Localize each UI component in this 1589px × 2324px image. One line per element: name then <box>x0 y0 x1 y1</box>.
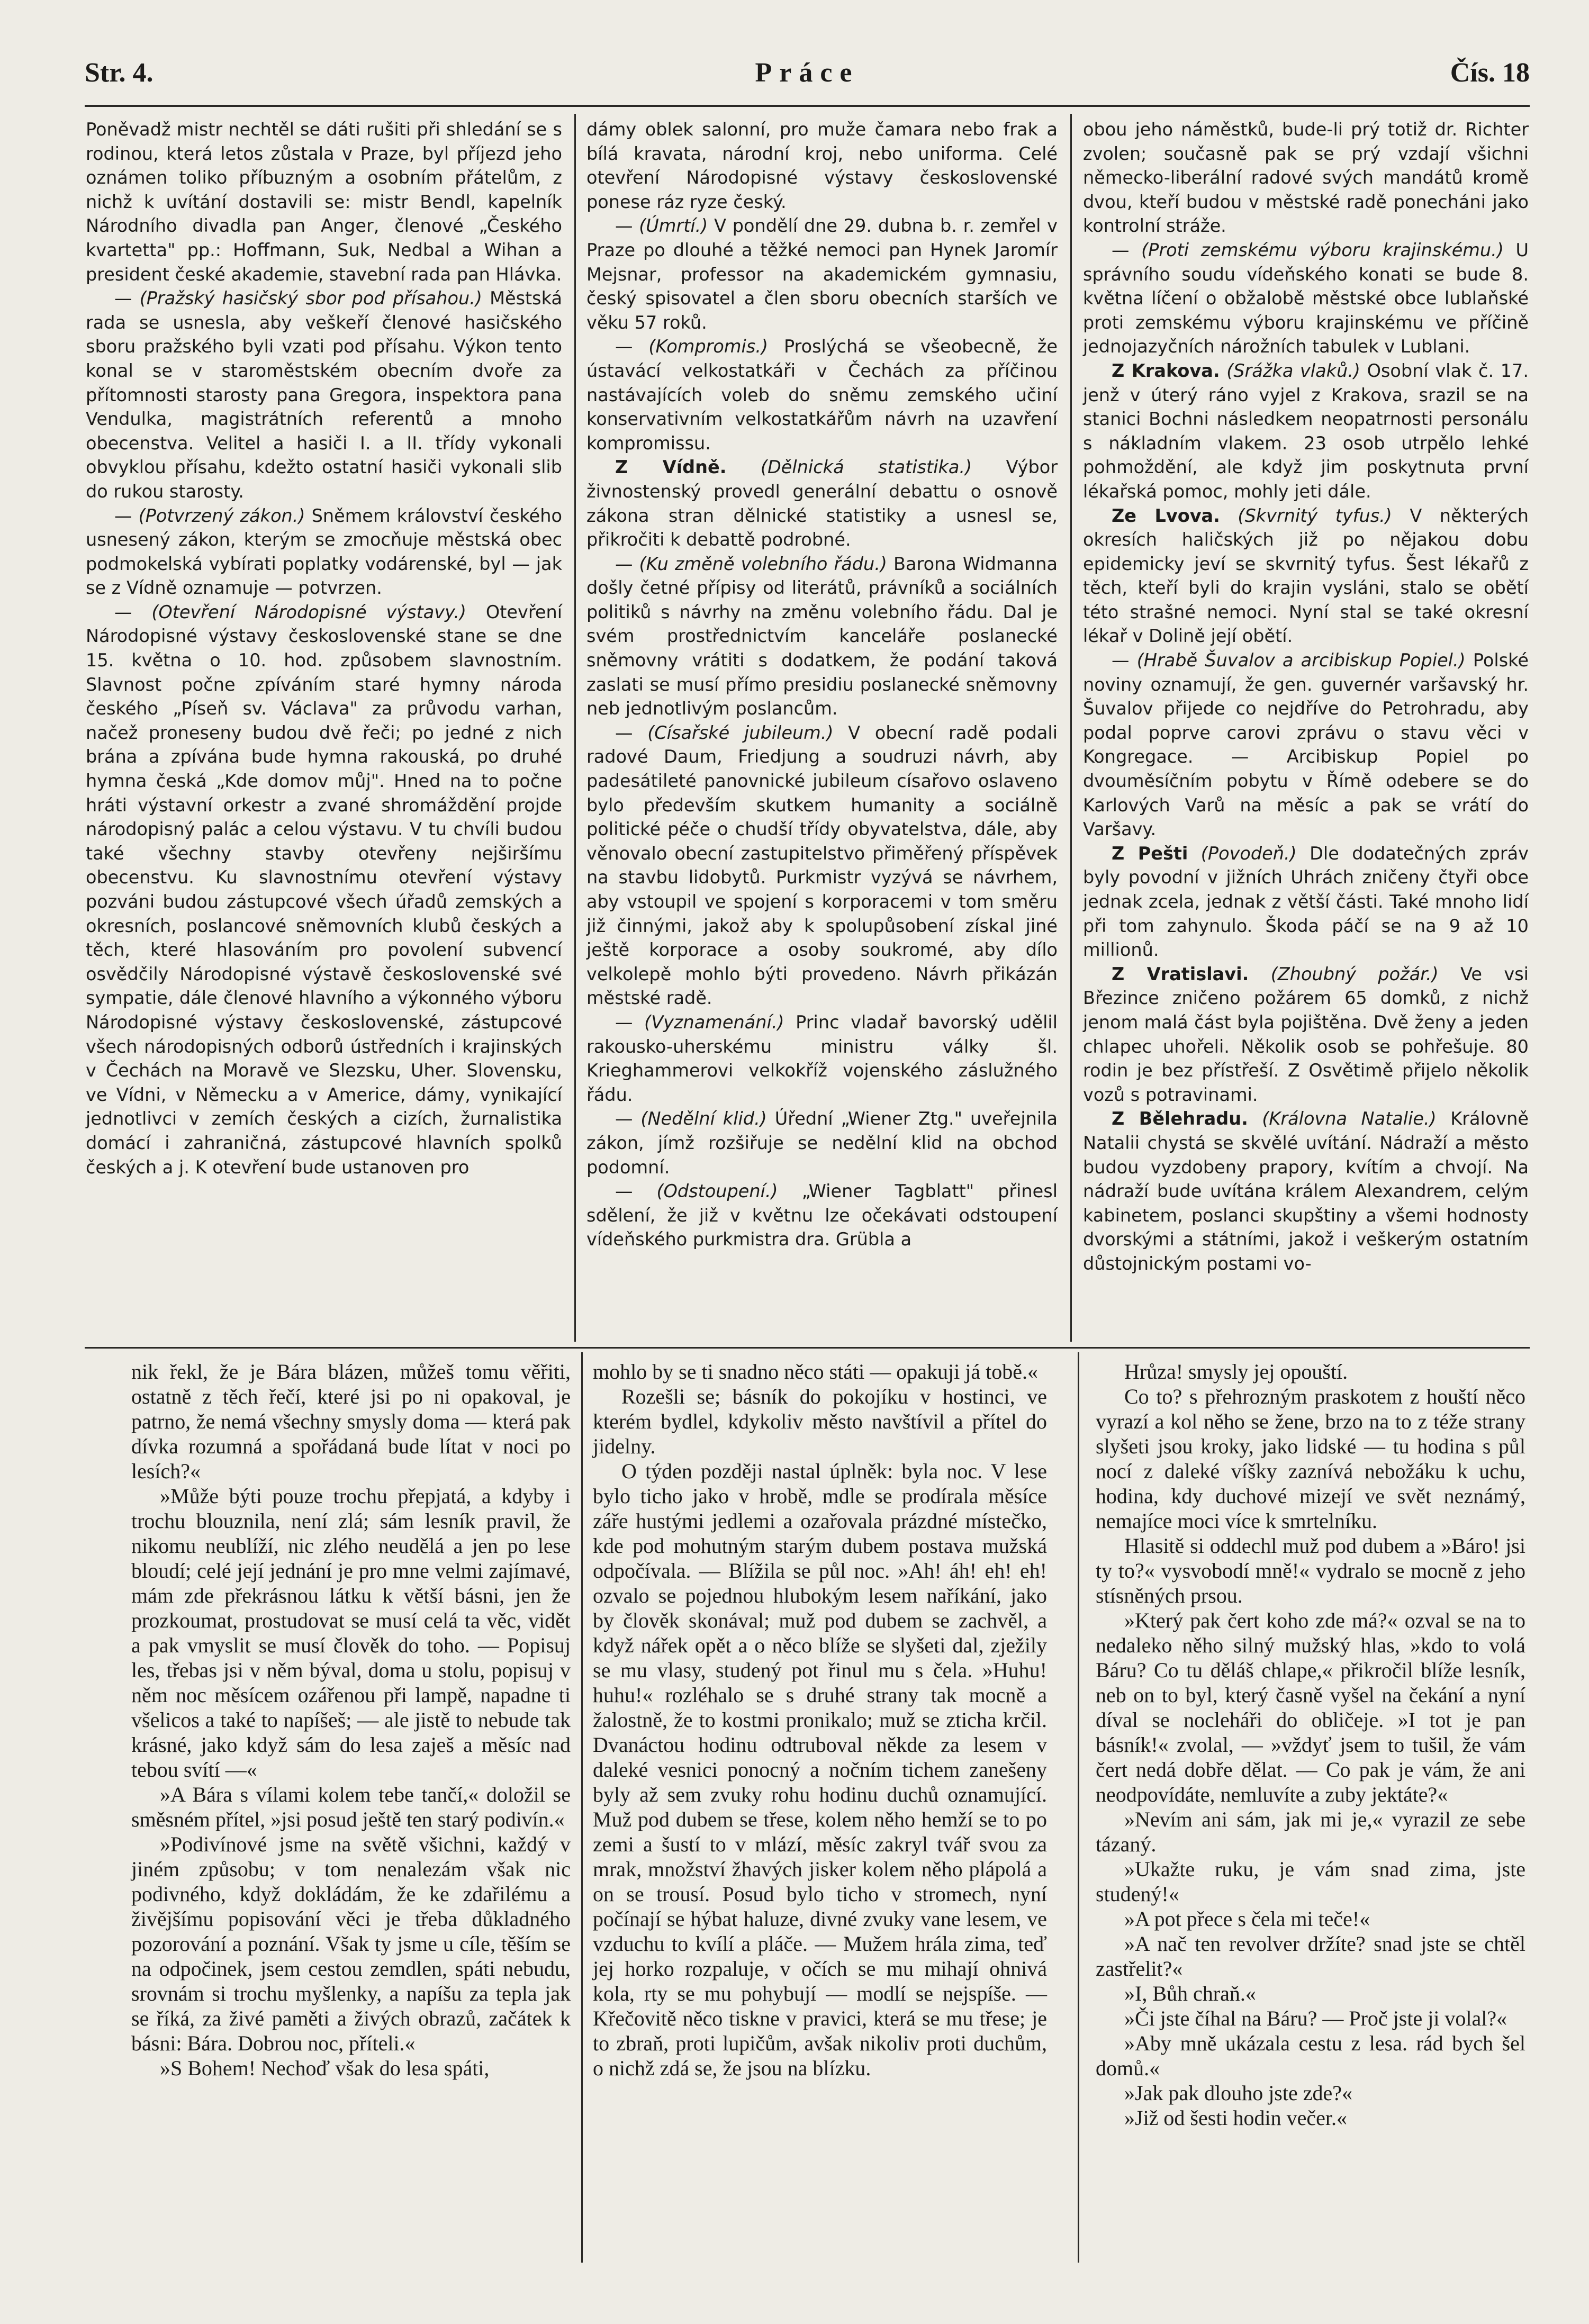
story-paragraph: »Jak pak dlouho jste zde?« <box>1124 2081 1352 2105</box>
news-item-text: Poněvadž mistr nechtěl se dáti rušiti při shledání se s rodinou, která letos zůstala v Praze, byl příjezd jeho oznámen toliko příbuzným a osobním přátelům, z nichž k uvítání dostavili se: mistr Bendl, kapelník Národního divadla pan Anger, členové „Českého kvartetta" pp.: Hoffmann, Suk, Nedbal a Wihan a president české akademie, stavební rada pan Hlávka. <box>86 119 562 285</box>
column-divider-2 <box>1070 114 1072 1342</box>
story-paragraph: nik řekl, že je Bára blázen, můžeš tomu věřiti, ostatně z těch řečí, které jsi po ni opakoval, je patrno, že nemá všechny smysly doma — která pak dívka rozumná a spořádaná bude lítat v noci po lesích?« <box>131 1360 571 1483</box>
news-item-text: Polské noviny oznamují, že gen. guvernér varšavský hr. Šuvalov přijede co nejdříve do Petrohradu, aby podal poprve carovi zprávu o stavu věci v Kongregace. — Arcibiskup Popiel po dvouměsíčním pobytu v Římě odebere se do Karlových Varů na měsíc a pak se vrátí do Varšavy. <box>1083 650 1529 840</box>
news-item-text: Úřední „Wiener Ztg." uveřejnila zákon, jímž rozšiřuje se nedělní klid na obchod podomní. <box>586 1108 1058 1178</box>
story-paragraph: »Již od šesti hodin večer.« <box>1124 2106 1348 2130</box>
column-divider-1 <box>574 114 576 1342</box>
news-item <box>1083 962 1529 1107</box>
story-paragraph: »Aby mně ukázala cestu z lesa. rád bych šel domů.« <box>1096 2031 1525 2080</box>
news-item-text: „Wiener Tagblatt" přinesl sdělení, že již v květnu lze očekávati odstoupení vídeňského purkmistra dra. Grübla a <box>586 1181 1058 1250</box>
news-item: — (Nedělní klid.) Úřední „Wiener Ztg." uveřejnila zákon, jímž rozšiřuje se nedělní klid na obchod podomní. <box>586 1108 1058 1178</box>
header-rule <box>85 105 1530 107</box>
news-item-text: Princ vladař bavorský udělil rakousko-uherskému ministru války šl. Krieghammerovi velkokříž vojenského záslužného řádu. <box>586 1011 1058 1105</box>
news-item-text: V některých okresích haličských již po nějakou dobu epidemicky jeví se skvrnitý tyfus. Šest lékařů z těch, kteří byli do krajin vysláni, stalo se obětí této strašné nemoci. Nyní stal se také okresní lékař v Dolině její obětí. <box>1083 505 1529 647</box>
story-paragraph: »A pot přece s čela mi teče!« <box>1124 1907 1370 1931</box>
news-item-title: (Potvrzený zákon.) <box>138 505 305 526</box>
news-item-title: (Skvrnitý tyfus.) <box>1238 505 1392 526</box>
news-item <box>586 455 1058 551</box>
column-divider-4 <box>1078 1352 1079 2263</box>
place-heading: Ze Lvova. <box>1112 505 1220 526</box>
news-item-text: Osobní vlak č. 17. jenž v úterý ráno vyjel z Krakova, srazil se na stanici Bochni následkem neopatrnosti personálu s nákladním vlakem. 23 osob utrpělo lehké pohmoždění, ale když jim poskytnuta první lékařská pomoc, mohly jeti dále. <box>1083 360 1529 502</box>
news-item-text: Otevření Národopisné výstavy československé stane se dne 15. května o 10. hod. způsobem slavnostním. Slavnost počne zpíváním staré hymny národa českého „Píseň sv. Václava" za průvodu varhan, načež proneseny budou dvě řeči; po jedné z nich brána a zpívána bude hymna rakouská, po druhé hymna česká „Kde domov můj". Hned na to počne hráti výstavní orkestr a zvané shromáždění projde národopisný palác a celou výstavu. V tu chvíli budou také všechny stavby otevřeny nejširšímu obecenstvu. Ku slavnostnímu otevření výstavy pozváni budou zástupcové všech úřadů zemských a okresních, poslancové sněmovních klubů českých a těch, které hlasováním pro povolení subvencí osvědčily Národopisné výstavě československé své sympatie, dále členové hlavního a výkonného výboru Národopisné výstavy československé, zástupcové všech národopisných odborů ústředních i krajinských v Čechách na Moravě ve Slezsku, Uher. Slovensku, ve Vídni, v Německu a v Americe, dámy, vynikající jednotlivci v zemích českých a cizích, žurnalistika domácí i zahraničná, zástupcové hlavních spolků českých a j. K otevření bude ustanoven pro <box>86 601 563 1178</box>
issue-number: Čís. 18 <box>1450 58 1530 88</box>
news-item-text: dámy oblek salonní, pro muže čamara nebo frak a bílá kravata, národní kroj, nebo uniforma. Celé otevření Národopisné výstavy československé ponese ráz ryze český. <box>586 119 1058 212</box>
news-item: — (Pražský hasičský sbor pod přísahou.) Městská rada se usnesla, aby veškeří členové hasičského sboru pražského byli vzati pod přísahu. Výkon tento konal se v staroměstském obecním dvoře za přítomnosti starosty pana Gregora, inspektora pana Vendulka, magistrátních referentů a mnoho obecenstva. Velitel a hasiči I. a II. třídy vykonali obvyklou přísahu, kdežto ostatní hasiči vykonali slib do rukou starosty. <box>86 288 562 502</box>
news-item <box>1083 359 1529 504</box>
news-item-text: Sněmem království českého usnesený zákon, kterým se zmocňuje městská obec podmokelská vybírati poplatky vodárenské, byl — jak se z Vídně oznamuje — potvrzen. <box>86 505 563 599</box>
story-paragraph: »I, Bůh chraň.« <box>1124 1982 1256 2005</box>
column-divider-3 <box>581 1352 583 2263</box>
news-item: — (Potvrzený zákon.) Sněmem království českého usnesený zákon, kterým se zmocňuje městská obec podmokelská vybírati poplatky vodárenské, byl — jak se z Vídně oznamuje — potvrzen. <box>86 505 563 599</box>
news-item <box>1083 842 1529 962</box>
news-item-text: Výbor živnostenský provedl generální debattu o osnově zákona stran dělnické statistiky a usnesl se, přikročiti k debattě podrobné. <box>586 457 1058 550</box>
news-item-title: (Ku změně volebního řádu.) <box>639 553 887 574</box>
feuilleton-separator <box>85 1347 1530 1349</box>
page-number: Str. 4. <box>85 58 154 88</box>
feuilleton-column-3 <box>1096 1359 1525 2130</box>
news-item-text: Královně Natalii chystá se skvělé uvítání. Nádraží a město budou vyzdobeny prapory, kvítím a chvojí. Na nádraží bude uvítána králem Alexandrem, celým kabinetem, poslanci skupštiny a všemi hodnosty dvorskými a státními, jakož i veškerým ostatním důstojnickým postami vo- <box>1083 1108 1529 1274</box>
news-item: — (Proti zemskému výboru krajinskému.) U správního soudu vídeňského konati se bude 8. května líčení o obžalobě městské obce lublaňské proti zemskému výboru krajinskému ve příčině jednojazyčních nárožních tabulek v Lublani. <box>1083 239 1529 357</box>
news-item-text: V pondělí dne 29. dubna b. r. zemřel v Praze po dlouhé a těžké nemoci pan Hynek Jaromír Mejsnar, professor na akademickém gymnasiu, český spisovatel a člen sboru obecních starších ve věku 57 roků. <box>586 215 1058 333</box>
news-item: — (Ku změně volebního řádu.) Barona Widmanna došly četné přípisy od literátů, právníků a sociálních politiků s návrhy na změnu volebního řádu. Dal je svém prostřednictvím kanceláře poslanecké sněmovny vrátiti s dodatkem, že podání taková zaslati se musí přímo presidiu poslanecké sněmovny neb jednotlivým poslancům. <box>586 553 1058 719</box>
news-item <box>86 117 562 286</box>
news-item-title: (Povodeň.) <box>1200 843 1297 864</box>
news-column-3 <box>1083 117 1529 1276</box>
place-heading: Z Bělehradu. <box>1112 1108 1248 1129</box>
news-item-title: (Dělnická statistika.) <box>760 457 972 478</box>
news-item-title: (Nedělní klid.) <box>640 1108 767 1129</box>
news-item: — (Otevření Národopisné výstavy.) Otevření Národopisné výstavy československé stane se dne 15. května o 10. hod. způsobem slavnostním. Slavnost počne zpíváním staré hymny národa českého „Píseň sv. Václava" za průvodu varhan, načež proneseny budou dvě řeči; po jedné z nich brána a zpívána bude hymna rakouská, po druhé hymna česká „Kde domov můj". Hned na to počne hráti výstavní orkestr a zvané shromáždění projde národopisný palác a celou výstavu. V tu chvíli budou také všechny stavby otevřeny nejširšímu obecenstvu. Ku slavnostnímu otevření výstavy pozváni budou zástupcové všech úřadů zemských a okresních, poslancové sněmovních klubů českých a těch, které hlasováním pro povolení subvencí osvědčily Národopisné výstavě československé své sympatie, dále členové hlavního a výkonného výboru Národopisné výstavy československé, zástupcové všech národopisných odborů ústředních i krajinských v Čechách na Moravě ve Slezsku, Uher. Slovensku, ve Vídni, v Německu a v Americe, dámy, vynikající jednotlivci v zemích českých a cizích, žurnalistika domácí i zahraničná, zástupcové hlavních spolků českých a j. K otevření bude ustanoven pro <box>86 601 563 1178</box>
news-item-title: (Odstoupení.) <box>656 1181 778 1202</box>
story-paragraph: »Který pak čert koho zde má?« ozval se na to nedaleko něho silný mužský hlas, »kdo to volá Báru? Co tu děláš chlape,« přikročil blíže lesník, neb on to byl, který časně vyšel na čekání a nyní díval se nocleháři do obličeje. »I tot je pan básník!« zvolal, — »vždyť jsem to tušil, že vám čert nedá dobře dělat. — Co pak je vám, že ani neodpovídáte, nemluvíte a zuby jektáte?« <box>1096 1608 1525 1806</box>
place-heading: Z Pešti <box>1112 843 1188 864</box>
news-item: — (Císařské jubileum.) V obecní radě podali radové Daum, Friedjung a soudruzi návrh, aby padesátileté panovnické jubileum císařovo oslaveno bylo především skutkem humanity a sociálně politické péče o chudší třídy obyvatelstva, dále, aby věnovalo obecní zastupitelstvo přiměřený příspěvek na stavbu lidobytů. Purkmistr vyzývá se návrhem, aby vstoupil ve spojení s korporacemi v tom směru již činnými, jakož aby k spolupůsobení získal jiné ještě korporace a osoby soukromé, aby dílo velkolepě mohlo býti provedeno. Návrh přikázán městské radě. <box>586 722 1058 1009</box>
newspaper-title: Práce <box>755 58 860 88</box>
story-paragraph: »A nač ten revolver držíte? snad jste se chtěl zastřelit?« <box>1096 1932 1525 1981</box>
news-item-title: (Pražský hasičský sbor pod přísahou.) <box>139 288 482 309</box>
news-item-text: Barona Widmanna došly četné přípisy od literátů, právníků a sociálních politiků s návrhy na změnu volebního řádu. Dal je svém prostřednictvím kanceláře poslanecké sněmovny vrátiti s dodatkem, že podání taková zaslati se musí přímo presidiu poslanecké sněmovny neb jednotlivým poslancům. <box>586 553 1058 719</box>
news-item-text: V obecní radě podali radové Daum, Friedjung a soudruzi návrh, aby padesátileté panovnické jubileum císařovo oslaveno bylo především skutkem humanity a sociálně politické péče o chudší třídy obyvatelstva, dále, aby věnovalo obecní zastupitelstvo přiměřený příspěvek na stavbu lidobytů. Purkmistr vyzývá se návrhem, aby vstoupil ve spojení s korporacemi v tom směru již činnými, jakož aby k spolupůsobení získal jiné ještě korporace a osoby soukromé, aby dílo velkolepě mohlo býti provedeno. Návrh přikázán městské radě. <box>586 722 1058 1009</box>
news-item-title: (Proti zemskému výboru krajinskému.) <box>1141 239 1504 260</box>
news-item: — (Kompromis.) Proslýchá se všeobecně, že ústavácí velkostatkáři v Čechách za příčinou nastávajících voleb do sněmu zemského učiní konservativním velkostatkářům návrh na uzavření kompromissu. <box>586 336 1058 454</box>
news-item-title: (Úmrtí.) <box>639 215 708 237</box>
news-column-2 <box>586 117 1058 1252</box>
story-paragraph: »Ukažte ruku, je vám snad zima, jste studený!« <box>1096 1857 1525 1906</box>
story-paragraph: Co to? s přehrozným praskotem z houští něco vyrazí a kol něho se žene, brzo na to z téže strany slyšeti jsou kroky, jako lidské — tu hodina s půl nocí z daleké víšky zaznívá nebožáku k uchu, hodina, kdy duchové mizejí ve svět neznámý, nemajíce moci více k smrtelníku. <box>1096 1385 1525 1533</box>
place-heading: Z Vídně. <box>615 457 727 478</box>
news-item-text: Dle dodatečných zpráv byly povodní v jižních Uhrách zničeny čtyři obce jednak zcela, jednak z větší části. Také mnoho lidí při tom zahynulo. Škoda páčí se na 9 až 10 millionů. <box>1083 843 1529 961</box>
news-item: — (Vyznamenání.) Princ vladař bavorský udělil rakousko-uherskému ministru války šl. Krieghammerovi velkokříž vojenského záslužného řádu. <box>586 1011 1058 1105</box>
news-item-text: Ve vsi Březince zničeno požárem 65 domků, z nichž jenom malá část byla pojištěna. Dvě ženy a jeden chlapec uhořeli. Několik osob se pohřešuje. 80 rodin je bez přístřeší. Z Osvětimě přijelo několik vozů s potravinami. <box>1083 963 1529 1105</box>
news-item-text: obou jeho náměstků, bude-li prý totiž dr. Richter zvolen; současně pak se prý vzdají všichni německo-liberální radové svých mandátů kromě dvou, kteří budou v městské radě ponecháni jako kontrolní stráže. <box>1083 119 1529 237</box>
story-paragraph: mohlo by se ti snadno něco státi — opakuji já tobě.« <box>593 1360 1038 1383</box>
news-item: — (Odstoupení.) „Wiener Tagblatt" přinesl sdělení, že již v květnu lze očekávati odstoupení vídeňského purkmistra dra. Grübla a <box>586 1181 1058 1250</box>
news-item-title: (Srážka vlaků.) <box>1226 360 1360 381</box>
story-paragraph: O týden později nastal úplněk: byla noc. V lese bylo ticho jako v hrobě, mdle se prodírala měsíce záře hustými jedlemi a ozařovala prázdné místečko, kde pod mohutným starým dubem postava mužská odpočívala. — Blížila se půl noc. »Ah! áh! eh! eh! ozvalo se pojednou hlubokým lesem naříkání, jako by člověk skonával; muž pod dubem se zachvěl, a když nářek opět a o něco blíže se slyšeti dal, zježily se mu vlasy, studený pot řinul mu s čela. »Huhu! huhu!« rozléhalo se s druhé strany tak mocně a žalostně, že to kostmi pronikalo; muž se zticha krčil. Dvanáctou hodinu odtruboval někde za lesem v daleké vesnici ponocný a nočním tichem zanešeny byly až sem zvuky rohu hodinu duchů oznamující. Muž pod dubem se třese, kolem něho hemží se to po zemi a šustí to v mlází, měsíc zakryl tvář svou za mrak, množství žhavých jisker kolem něho plápolá a on se trousí. Posud bylo ticho v stromech, nyní počínají se hýbat haluze, divné zvuky vane lesem, ve vzduchu to kvílí a pláče. — Mužem hrála zima, teď jej horko rozpaluje, v očích se mu mihají ohnivá kola, rty se mu pohybují — modlí se nejspíše. — Křečovitě něco tiskne v pravici, která se mu třese; je to zbraň, proti lupičům, avšak nikoliv proti duchům, o nichž zdá se, že jsou na blízku. <box>593 1459 1047 2080</box>
news-item-text: U správního soudu vídeňského konati se bude 8. května líčení o obžalobě městské obce lublaňské proti zemskému výboru krajinskému ve příčině jednojazyčních nárožních tabulek v Lublani. <box>1083 239 1529 357</box>
news-item-title: (Hrabě Šuvalov a arcibiskup Popiel.) <box>1136 650 1466 671</box>
story-paragraph: »Nevím ani sám, jak mi je,« vyrazil ze sebe tázaný. <box>1096 1807 1525 1856</box>
story-paragraph: Rozešli se; básník do pokojíku v hostinci, ve kterém bydlel, kdykoliv město navštívil a přítel do jidelny. <box>593 1385 1047 1458</box>
news-item-title: (Kompromis.) <box>648 336 769 357</box>
story-paragraph: »S Bohem! Nechoď však do lesa spáti, <box>160 2056 490 2080</box>
news-item: — (Úmrtí.) V pondělí dne 29. dubna b. r. zemřel v Praze po dlouhé a těžké nemoci pan Hynek Jaromír Mejsnar, professor na akademickém gymnasiu, český spisovatel a člen sboru obecních starších ve věku 57 roků. <box>586 215 1058 333</box>
news-item: — (Hrabě Šuvalov a arcibiskup Popiel.) Polské noviny oznamují, že gen. guvernér varšavský hr. Šuvalov přijede co nejdříve do Petrohradu, aby podal poprve carovi zprávu o stavu věci v Kongregace. — Arcibiskup Popiel po dvouměsíčním pobytu v Římě odebere se do Karlových Varů na měsíc a pak se vrátí do Varšavy. <box>1083 650 1529 840</box>
story-paragraph: »A Bára s vílami kolem tebe tančí,« doložil se směsném přítel, »jsi posud ještě ten starý podivín.« <box>131 1783 571 1831</box>
news-item-title: (Otevření Národopisné výstavy.) <box>151 601 467 622</box>
news-item <box>1083 117 1529 238</box>
place-heading: Z Vratislavi. <box>1112 963 1249 984</box>
story-paragraph: »Či jste číhal na Báru? — Proč jste ji volal?« <box>1124 2006 1507 2030</box>
news-item-title: (Císařské jubileum.) <box>647 722 834 743</box>
news-item <box>1083 1107 1529 1276</box>
news-item <box>586 117 1058 214</box>
place-heading: Z Krakova. <box>1112 360 1220 381</box>
feuilleton-column-2 <box>593 1359 1047 2081</box>
news-item-title: (Královna Natalie.) <box>1262 1108 1437 1129</box>
news-item-title: (Vyznamenání.) <box>644 1011 784 1033</box>
story-paragraph: Hrůza! smysly jej opouští. <box>1124 1360 1348 1383</box>
story-paragraph: Hlasitě si oddechl muž pod dubem a »Báro! jsi ty to?« vysvobodí mně!« vydralo se mocně z jeho stísněných prsou. <box>1096 1534 1525 1607</box>
news-item <box>1083 504 1529 649</box>
story-paragraph: »Podivínové jsme na světě všichni, každý v jiném způsobu; v tom nenalezám však nic podivného, když dokládám, že ke zdařilému a živějšímu popisování věci je třeba důkladného pozorování a poznání. Však ty jsme u cíle, těším se na odpočinek, jsem cestou zemdlen, spáti nebudu, srovnám si trochu myšlenky, a napíšu za tepla jak se říká, za živé paměti a živých obrazů, začátek k básni: Bára. Dobrou noc, příteli.« <box>131 1832 571 2055</box>
news-column-1 <box>86 117 562 1179</box>
news-item-title: (Zhoubný požár.) <box>1270 963 1439 984</box>
page-header <box>85 57 1530 105</box>
feuilleton-column-1 <box>131 1359 571 2081</box>
news-item-text: Městská rada se usnesla, aby veškeří členové hasičského sboru pražského byli vzati pod přísahu. Výkon tento konal se v staroměstském obecním dvoře za přítomnosti starosty pana Gregora, inspektora pana Vendulka, magistrátních referentů a mnoho obecenstva. Velitel a hasiči I. a II. třídy vykonali obvyklou přísahu, kdežto ostatní hasiči vykonali slib do rukou starosty. <box>86 288 562 502</box>
news-item-text: Proslýchá se všeobecně, že ústavácí velkostatkáři v Čechách za příčinou nastávajících voleb do sněmu zemského učiní konservativním velkostatkářům návrh na uzavření kompromissu. <box>586 336 1058 454</box>
story-paragraph: »Může býti pouze trochu přepjatá, a kdyby i trochu blouznila, není zlá; sám lesník pravil, že nikomu neublíží, nic zlého neudělá a jen po lese bloudí; celé její jednání je pro mne velmi zajímavé, mám zde překrásnou látku k větší básni, jen že prozkoumat, prostudovat se musí celá ta věc, vidět a pak vmyslit se musí člověk do toho. — Popisuj les, třebas jsi v něm býval, doma u stolu, popisuj v něm noc měsícem ozářenou při lampě, napadne ti všelicos a také to napíšeš; — ale jistě to nebude tak krásné, jako když sám do lesa zaješ a měsíc nad tebou svítí —« <box>131 1484 571 1782</box>
